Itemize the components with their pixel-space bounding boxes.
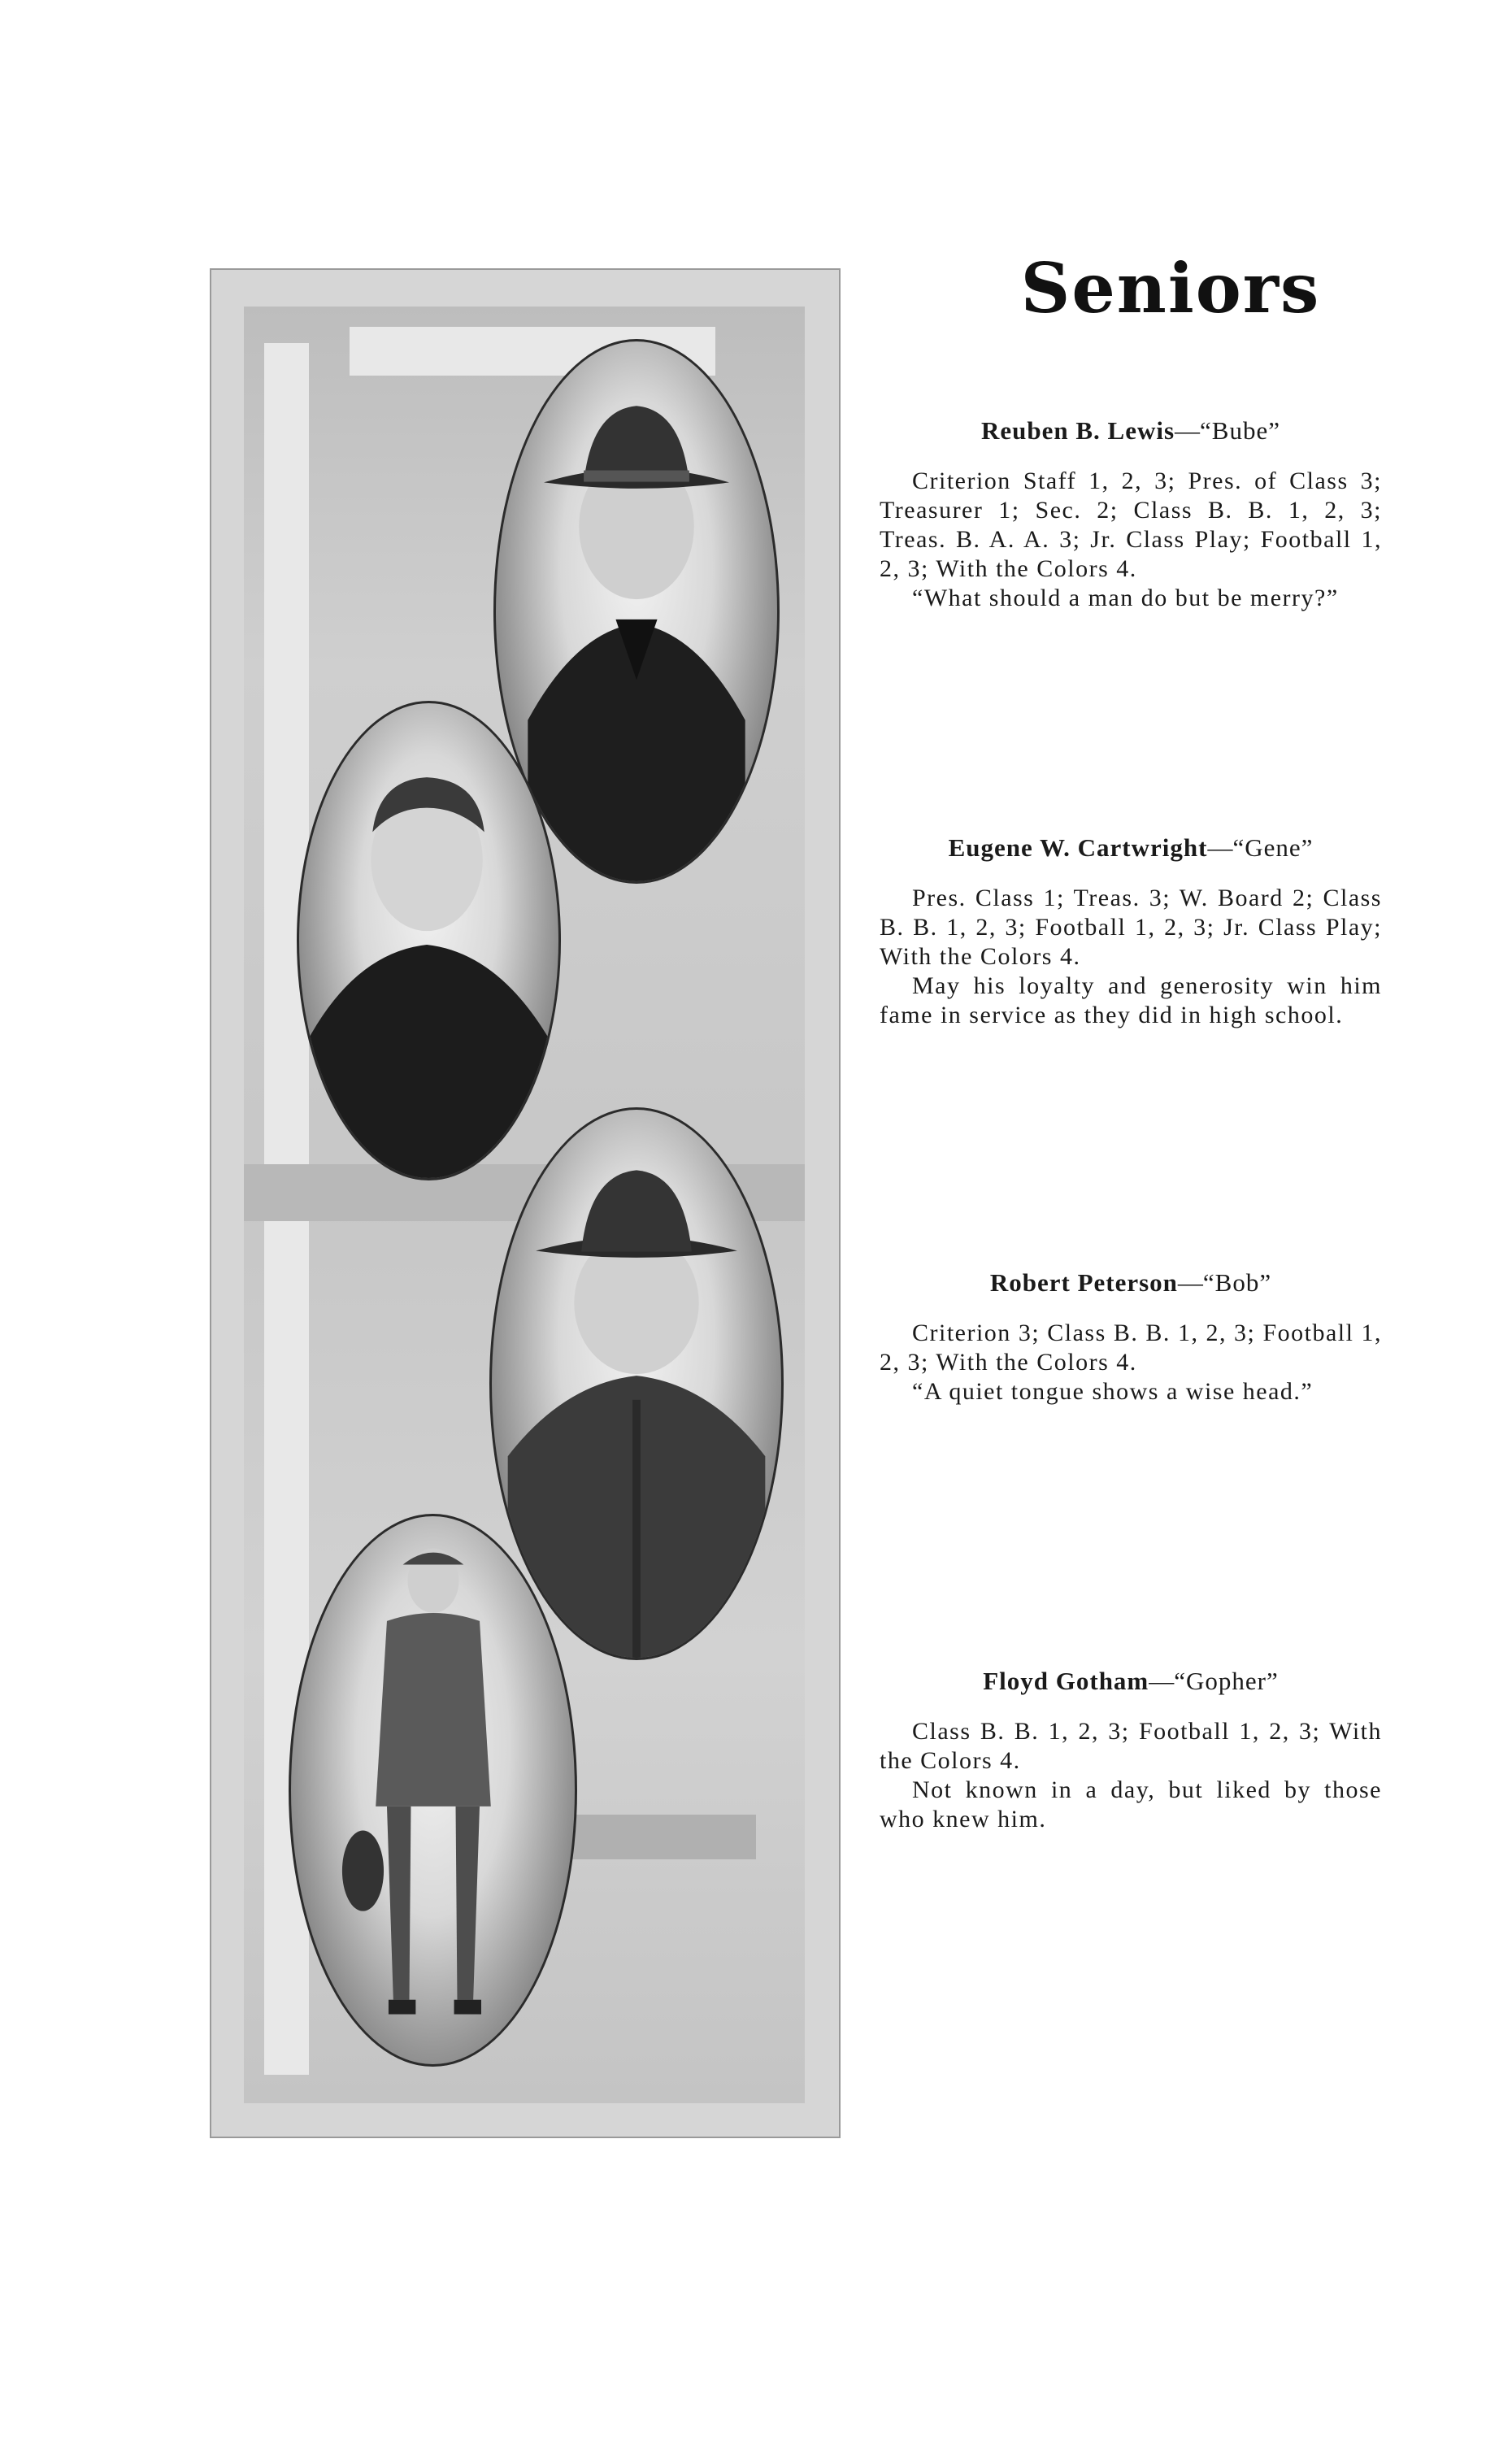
photo-collage — [210, 268, 841, 2138]
senior-name: Floyd Gotham — [983, 1667, 1149, 1695]
senior-entry — [880, 833, 1382, 1030]
entry-heading — [880, 1667, 1382, 1696]
person-silhouette-icon — [299, 703, 558, 1178]
senior-entry — [880, 1667, 1382, 1834]
entry-heading — [880, 416, 1382, 446]
senior-quote: May his loyalty and generosity win him fame in service as they did in high school. — [880, 972, 1382, 1028]
senior-name: Reuben B. Lewis — [980, 416, 1175, 445]
senior-entry — [880, 1268, 1382, 1406]
senior-nickname: “Gene” — [1232, 833, 1314, 862]
entry-heading — [880, 833, 1382, 863]
senior-entry — [880, 416, 1382, 613]
senior-activities: Criterion 3; Class B. B. 1, 2, 3; Football 1, 2, 3; With the Colors 4. — [880, 1319, 1382, 1376]
senior-name: Robert Peterson — [989, 1268, 1178, 1297]
senior-name: Eugene W. Cartwright — [948, 833, 1208, 862]
senior-activities: Pres. Class 1; Treas. 3; W. Board 2; Class B. B. 1, 2, 3; Football 1, 2, 3; Jr. Class Play; With the Colors 4. — [880, 885, 1382, 970]
senior-quote: “A quiet tongue shows a wise head.” — [912, 1378, 1314, 1405]
standing-soldier-icon — [291, 1516, 575, 2064]
senior-quote: Not known in a day, but liked by those who knew him. — [880, 1776, 1382, 1833]
name-separator: — — [1175, 416, 1201, 445]
portrait-eugene-cartwright — [297, 701, 561, 1180]
senior-quote: “What should a man do but be merry?” — [912, 585, 1339, 611]
senior-nickname: “Bob” — [1202, 1268, 1272, 1297]
entry-heading — [880, 1268, 1382, 1298]
senior-nickname: “Bube” — [1200, 416, 1281, 445]
portrait-floyd-gotham — [289, 1514, 577, 2067]
name-separator: — — [1149, 1667, 1175, 1695]
senior-nickname: “Gopher” — [1174, 1667, 1279, 1695]
name-separator: — — [1207, 833, 1233, 862]
senior-activities: Criterion Staff 1, 2, 3; Pres. of Class 3; Treasurer 1; Sec. 2; Class B. B. 1, 2, 3; Treas. B. A. A. 3; Jr. Class Play; Football 1, 2, 3; With the Colors 4. — [880, 467, 1382, 582]
senior-activities: Class B. B. 1, 2, 3; Football 1, 2, 3; With the Colors 4. — [880, 1718, 1382, 1774]
page-title: Seniors — [1020, 248, 1321, 328]
name-separator: — — [1177, 1268, 1203, 1297]
